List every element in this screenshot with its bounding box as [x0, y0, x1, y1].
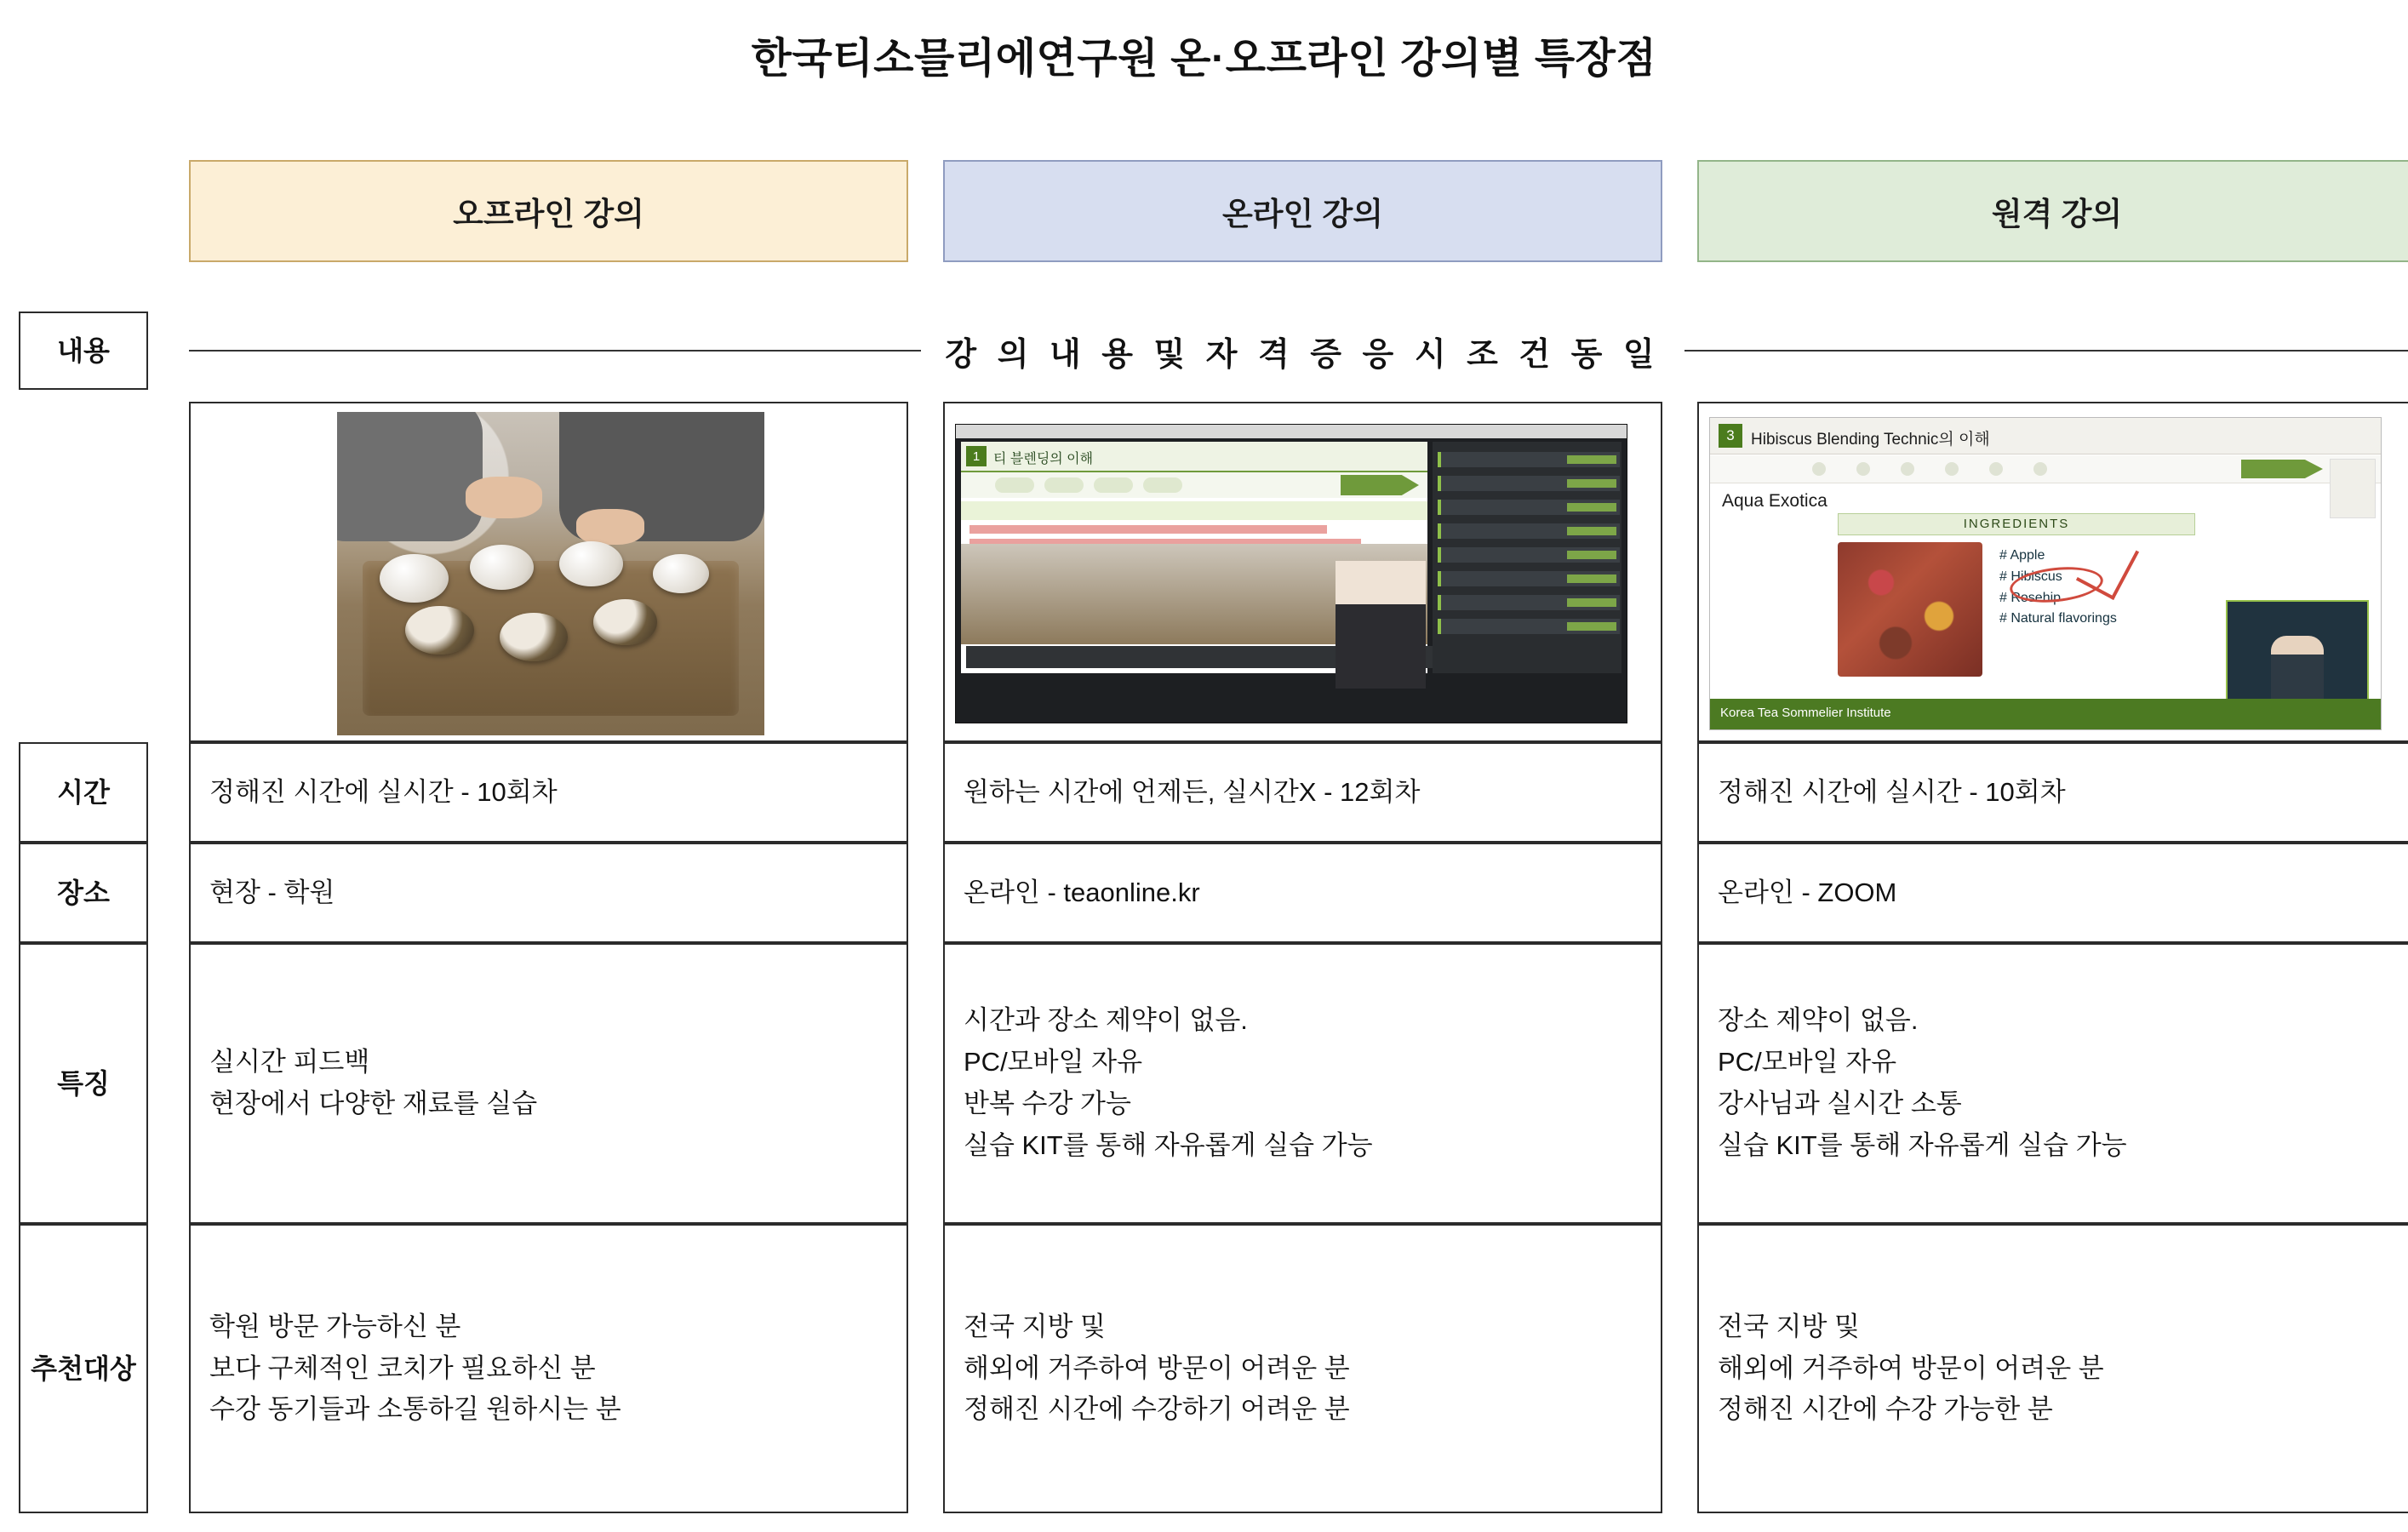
cell-line: 실습 KIT를 통해 자유롭게 실습 가능 [964, 1129, 1373, 1160]
photo-bowl-5 [500, 613, 568, 661]
remote-ingredients-label-text: INGREDIENTS [1963, 517, 2070, 531]
slide-step-nav [961, 472, 1427, 498]
content-banner-text: 강 의 내 용 및 자 격 증 응 시 조 건 동 일 [945, 336, 1661, 373]
cell-line: PC/모바일 자유 [1718, 1047, 1897, 1078]
cell-line: 반복 수강 가능 [964, 1089, 1131, 1118]
cell-time-remote [1697, 742, 2408, 843]
cell-place-offline [189, 843, 908, 943]
row-label-target-line1: 추천 [31, 1353, 83, 1384]
remote-tea-blend-photo [1838, 542, 1982, 677]
cell-line: 원하는 시간에 언제든, 실시간X - 12회차 [964, 776, 1421, 807]
remote-slide-number-badge: 3 [1719, 424, 1742, 448]
playlist-row-3[interactable] [1438, 500, 1620, 515]
remote-step-arrow-icon [2241, 460, 2323, 478]
step-chip-2 [1044, 477, 1084, 493]
remote-footer-bar [1710, 699, 2381, 729]
cell-line: 학원 방문 가능하신 분 [209, 1311, 461, 1341]
cell-target-offline [189, 1224, 908, 1513]
playlist-row-5[interactable] [1438, 547, 1620, 563]
content-banner [189, 312, 2408, 390]
photo-bowl-4 [405, 606, 473, 655]
column-header-online [943, 160, 1662, 262]
remote-step-dot-4 [1945, 462, 1959, 476]
slide-subtitle-band [961, 501, 1427, 520]
zoom-instructor-camera [2226, 600, 2369, 700]
row-label-content: 내용 [19, 312, 148, 390]
slide-text-line-1 [969, 525, 1327, 534]
cell-line: 장소 제약이 없음. [1718, 1005, 1919, 1036]
image-remote-inner [1709, 417, 2382, 730]
slide-header [961, 442, 1427, 472]
row-label-time: 시간 [19, 742, 148, 843]
remote-step-dot-6 [2033, 462, 2047, 476]
playlist-row-4[interactable] [1438, 523, 1620, 539]
cell-line: 정해진 시간에 수강 가능한 분 [1718, 1394, 2053, 1425]
row-label-target-line2: 대상 [83, 1353, 136, 1384]
instructor-video-thumb [1336, 561, 1426, 689]
photo-bowl-3 [559, 541, 623, 586]
playlist-progress-8 [1567, 622, 1616, 631]
cell-line: 정해진 시간에 수강하기 어려운 분 [964, 1394, 1350, 1425]
cell-place-remote [1697, 843, 2408, 943]
remote-slide-title: Hibiscus Blending Technic의 이해 [1751, 431, 1990, 449]
playlist-row-7[interactable] [1438, 595, 1620, 610]
remote-side-panel [2330, 459, 2376, 518]
cell-line: 현장 - 학원 [209, 877, 335, 907]
banner-rule-right [1684, 350, 2408, 352]
image-online-player [943, 402, 1662, 742]
step-chip-4 [1143, 477, 1182, 493]
remote-slide-header [1710, 418, 2381, 454]
cell-line: 온라인 - teaonline.kr [964, 877, 1200, 907]
cell-line: 강사님과 실시간 소통 [1718, 1089, 1962, 1118]
remote-ingredients-list: # Apple # Hibiscus # Rosehip # Natural flavorings [1999, 548, 2117, 626]
cell-line: 실습 KIT를 통해 자유롭게 실습 가능 [1718, 1129, 2127, 1160]
cell-line: 온라인 - ZOOM [1718, 877, 1897, 907]
column-header-remote-label: 원격 강의 [1991, 197, 2123, 232]
cell-features-remote [1697, 943, 2408, 1224]
step-arrow-icon [1341, 475, 1419, 495]
remote-ingredients-label [1838, 513, 2195, 535]
row-label-features: 특징 [19, 943, 148, 1224]
column-header-remote [1697, 160, 2408, 262]
remote-step-dot-5 [1989, 462, 2003, 476]
remote-step-dot-2 [1856, 462, 1870, 476]
playlist-row-1[interactable] [1438, 452, 1620, 467]
playlist-progress-6 [1567, 574, 1616, 583]
cell-line: 해외에 거주하여 방문이 어려운 분 [1718, 1352, 2104, 1383]
photo-hand-a [466, 477, 542, 518]
playlist-row-6[interactable] [1438, 571, 1620, 586]
cell-line: 보다 구체적인 코치가 필요하신 분 [209, 1352, 596, 1383]
cell-time-online [943, 742, 1662, 843]
slide-number-badge: 1 [966, 446, 987, 466]
playlist-progress-1 [1567, 455, 1616, 464]
cell-line: 해외에 거주하여 방문이 어려운 분 [964, 1352, 1350, 1383]
cell-target-online [943, 1224, 1662, 1513]
player-playlist-panel[interactable] [1433, 442, 1622, 673]
image-online-inner [955, 424, 1627, 723]
playlist-progress-2 [1567, 479, 1616, 488]
cell-features-online [943, 943, 1662, 1224]
remote-step-nav [1710, 455, 2381, 483]
image-offline-inner [337, 412, 764, 735]
row-label-target [19, 1224, 148, 1513]
photo-bowl-6 [593, 599, 657, 644]
cell-line: PC/모바일 자유 [964, 1047, 1143, 1078]
player-browser-bar [956, 425, 1627, 438]
step-chip-1 [995, 477, 1034, 493]
column-header-offline [189, 160, 908, 262]
image-remote-zoom [1697, 402, 2408, 742]
column-header-online-label: 온라인 강의 [1222, 197, 1383, 232]
playlist-row-2[interactable] [1438, 476, 1620, 491]
cell-place-online [943, 843, 1662, 943]
playlist-progress-7 [1567, 598, 1616, 607]
cell-target-remote [1697, 1224, 2408, 1513]
cell-line: 정해진 시간에 실시간 - 10회차 [1718, 776, 2066, 807]
cell-line: 현장에서 다양한 재료를 실습 [209, 1089, 538, 1118]
cell-line: 시간과 장소 제약이 없음. [964, 1005, 1248, 1036]
photo-bowl-2 [470, 545, 534, 590]
cell-line: 실시간 피드백 [209, 1047, 370, 1078]
remote-step-dot-1 [1812, 462, 1826, 476]
playlist-progress-3 [1567, 503, 1616, 512]
remote-footer-text: Korea Tea Sommelier Institute [1720, 706, 1891, 720]
playlist-row-8[interactable] [1438, 619, 1620, 634]
photo-person-left [337, 412, 483, 541]
cell-line: 정해진 시간에 실시간 - 10회차 [209, 776, 558, 807]
cell-features-offline [189, 943, 908, 1224]
photo-bowl-1 [380, 554, 448, 603]
photo-bowl-7 [653, 554, 708, 593]
image-offline-class [189, 402, 908, 742]
column-header-offline-label: 오프라인 강의 [453, 197, 644, 232]
playlist-progress-5 [1567, 551, 1616, 559]
zoom-instructor-silhouette [2271, 636, 2324, 699]
row-label-place: 장소 [19, 843, 148, 943]
cell-time-offline [189, 742, 908, 843]
remote-step-dot-3 [1901, 462, 1914, 476]
cell-line: 수강 동기들과 소통하길 원하시는 분 [209, 1394, 621, 1425]
cell-line: 전국 지방 및 [964, 1311, 1106, 1341]
photo-hand-b [576, 509, 644, 545]
cell-line: 전국 지방 및 [1718, 1311, 1860, 1341]
banner-rule-left [189, 350, 921, 352]
remote-subtitle: Aqua Exotica [1722, 491, 1827, 511]
step-chip-3 [1094, 477, 1133, 493]
slide-title: 티 블렌딩의 이해 [993, 452, 1094, 466]
playlist-progress-4 [1567, 527, 1616, 535]
page-title: 한국티소믈리에연구원 온·오프라인 강의별 특장점 [751, 36, 1657, 82]
